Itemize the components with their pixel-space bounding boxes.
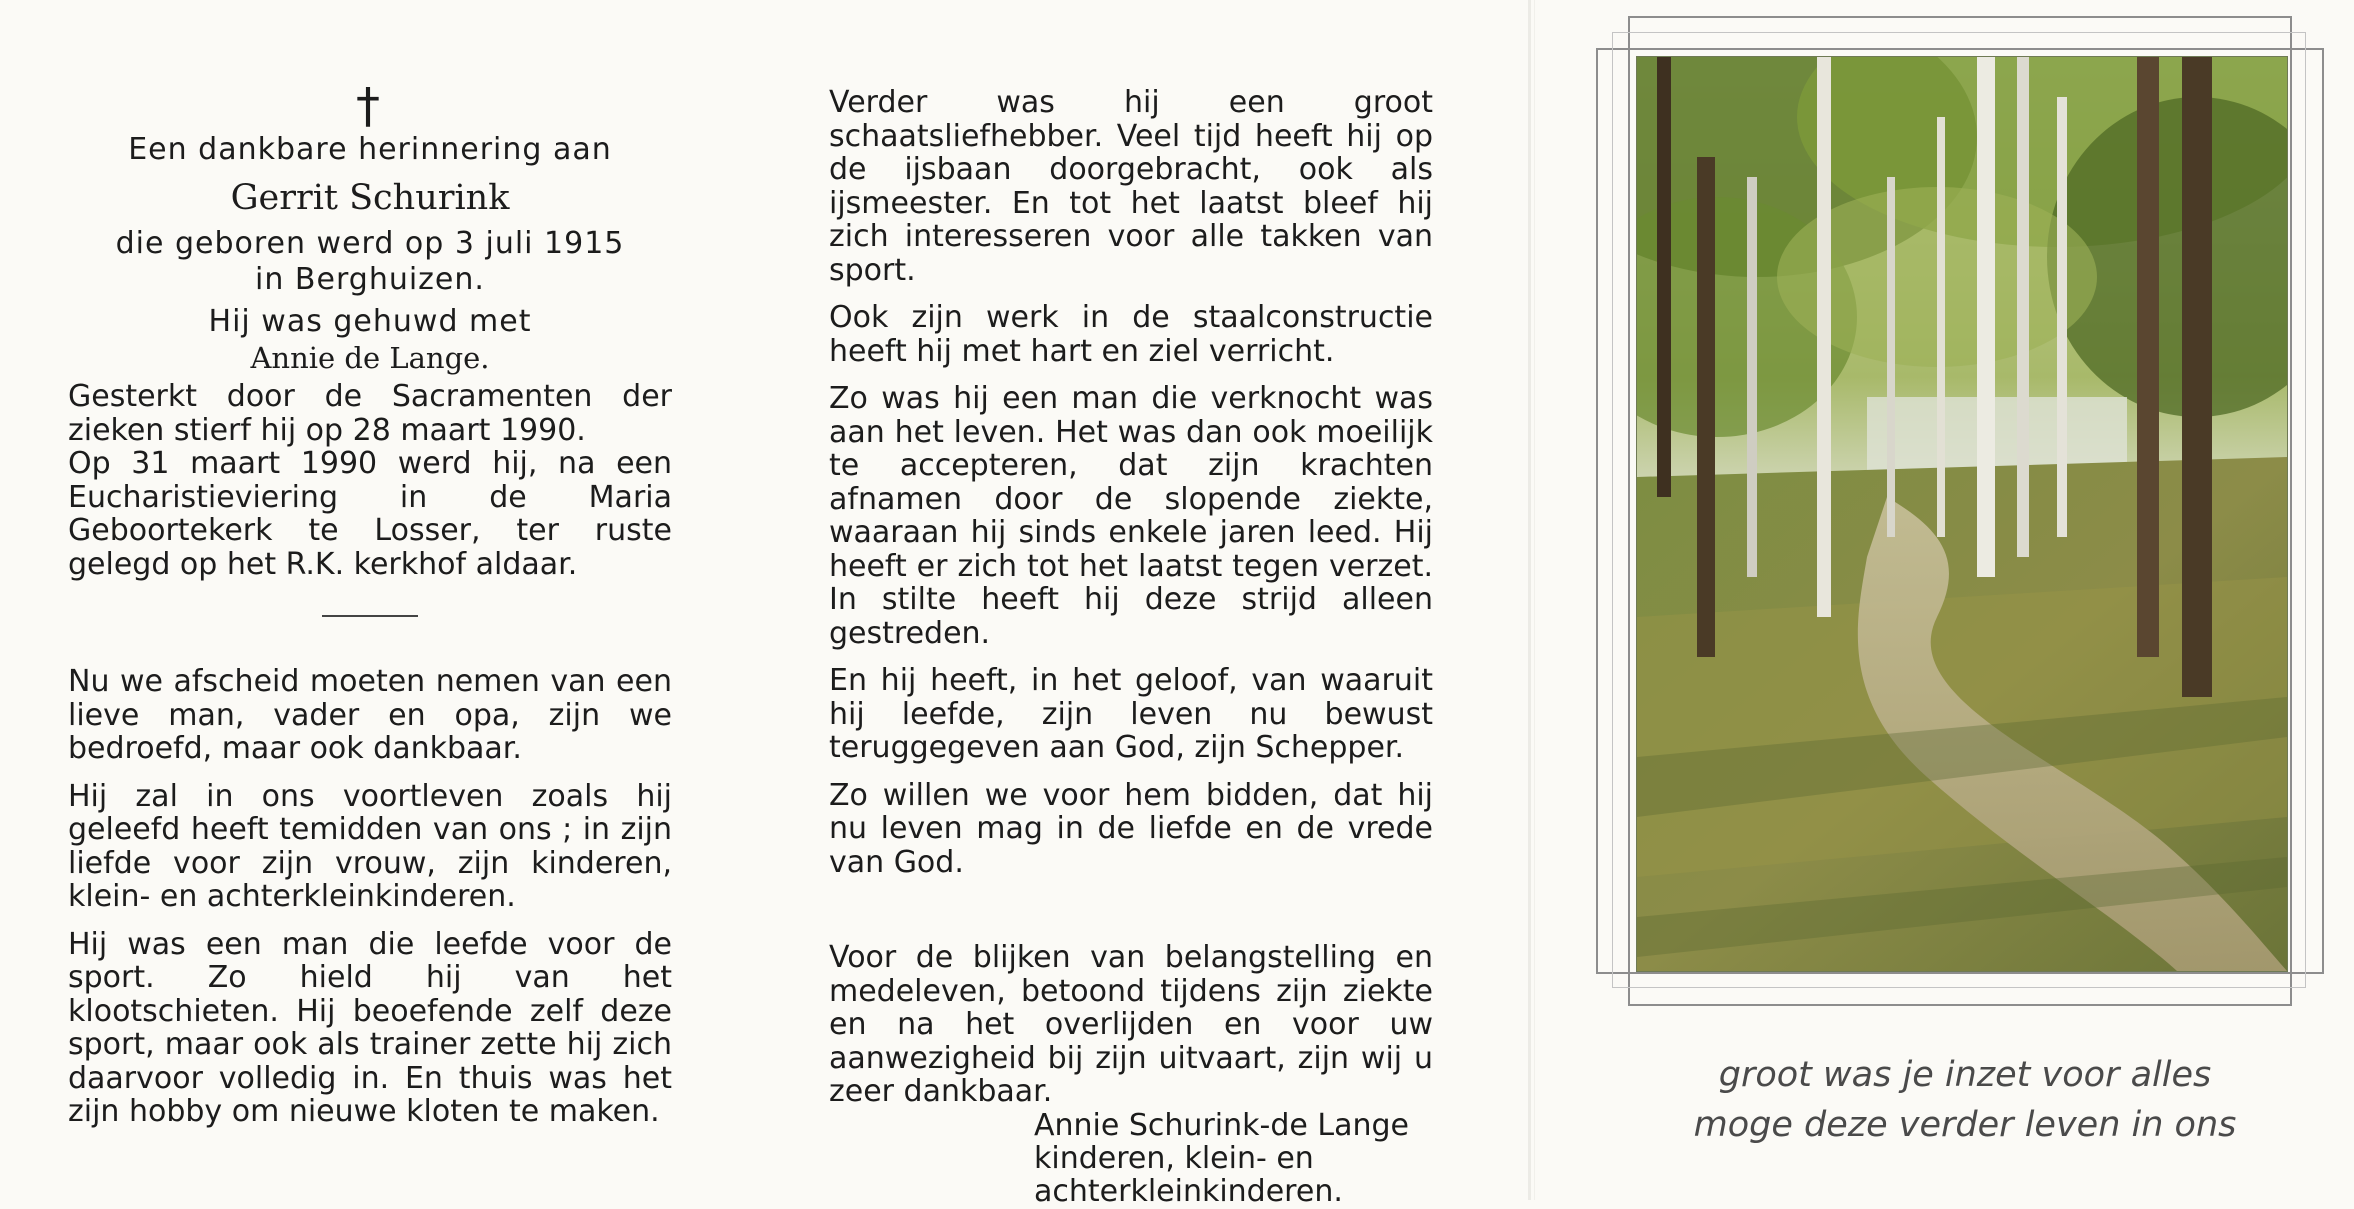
spouse-name: Annie de Lange. (250, 341, 490, 375)
birth-place: in Berghuizen. (255, 262, 485, 297)
memory-paragraph: Hij zal in ons voortleven zoals hij geleefd heeft temidden van ons ; in zijn liefde voor zijn vrouw, zijn kinderen, klein- en achterkleinkinderen. (68, 778, 672, 914)
funeral-paragraph: Op 31 maart 1990 werd hij, na een Eucharistieviering in de Maria Geboortekerk te Losser, ter ruste gelegd op het R.K. kerkhof aldaar. (68, 446, 672, 582)
fold-line (1528, 0, 1531, 1200)
fold-line-shadow (1534, 0, 1535, 1200)
work-paragraph: Ook zijn werk in de staalconstructie heeft hij met hart en ziel verricht. (829, 300, 1433, 369)
death-paragraph: Gesterkt door de Sacramenten der zieken stierf hij op 28 maart 1990. (68, 379, 672, 448)
farewell-paragraph: Nu we afscheid moeten nemen van een lieve man, vader en opa, zijn we bedroefd, maar ook dankbaar. (68, 664, 672, 766)
forest-path-photo (1636, 56, 2288, 972)
caption-line-1: groot was je inzet voor alles (1718, 1055, 2212, 1095)
married-line: Hij was gehuwd met (208, 304, 532, 339)
life-paragraph: Zo was hij een man die verknocht was aan het leven. Het was dan ook moeilijk te accepteren, dat zijn krachten afnamen door de slopende ziekte, waaraan hij sinds enkele jaren leed. Hij heeft er zich tot het laatst tegen verzet. In stilte heeft hij deze strijd alleen gestreden. (829, 381, 1433, 651)
thanks-paragraph: Voor de blijken van belangstelling en medeleven, betoond tijdens zijn ziekte en na het overlijden en voor uw aanwezigheid bij zijn uitvaart, zijn wij u zeer dankbaar. (829, 940, 1433, 1109)
signature-line-1: Annie Schurink-de Lange (1034, 1107, 1409, 1143)
middle-column (829, 86, 1433, 1208)
signature-line-2: kinderen, klein- en (1034, 1140, 1314, 1176)
divider (322, 615, 418, 617)
caption-line-2: moge deze verder leven in ons (1693, 1105, 2237, 1145)
deceased-name: Gerrit Schurink (230, 178, 510, 218)
left-column (68, 78, 672, 1143)
intro-line: Een dankbare herinnering aan (128, 132, 612, 167)
birth-line: die geboren werd op 3 juli 1915 (115, 226, 625, 261)
signature-line-3: achterkleinkinderen. (1034, 1173, 1343, 1209)
faith-paragraph: En hij heeft, in het geloof, van waaruit hij leefde, zijn leven nu bewust teruggegeven aan God, zijn Schepper. (829, 663, 1433, 765)
sport-paragraph: Hij was een man die leefde voor de sport. Zo hield hij van het klootschieten. Hij beoefende zelf deze sport, maar ook als trainer zette hij zich daarvoor volledig in. En thuis was het zijn hobby om nieuwe kloten te maken. (68, 926, 672, 1129)
skating-paragraph: Verder was hij een groot schaatsliefhebber. Veel tijd heeft hij op de ijsbaan doorgebracht, ook als ijsmeester. En tot het laatst bleef hij zich interesseren voor alle takken van sport. (829, 85, 1433, 288)
prayer-paragraph: Zo willen we voor hem bidden, dat hij nu leven mag in de liefde en de vrede van God. (829, 777, 1433, 880)
forest-path-icon (1637, 57, 2287, 971)
caption (1650, 1050, 2280, 1150)
cross-icon: † (356, 78, 380, 134)
